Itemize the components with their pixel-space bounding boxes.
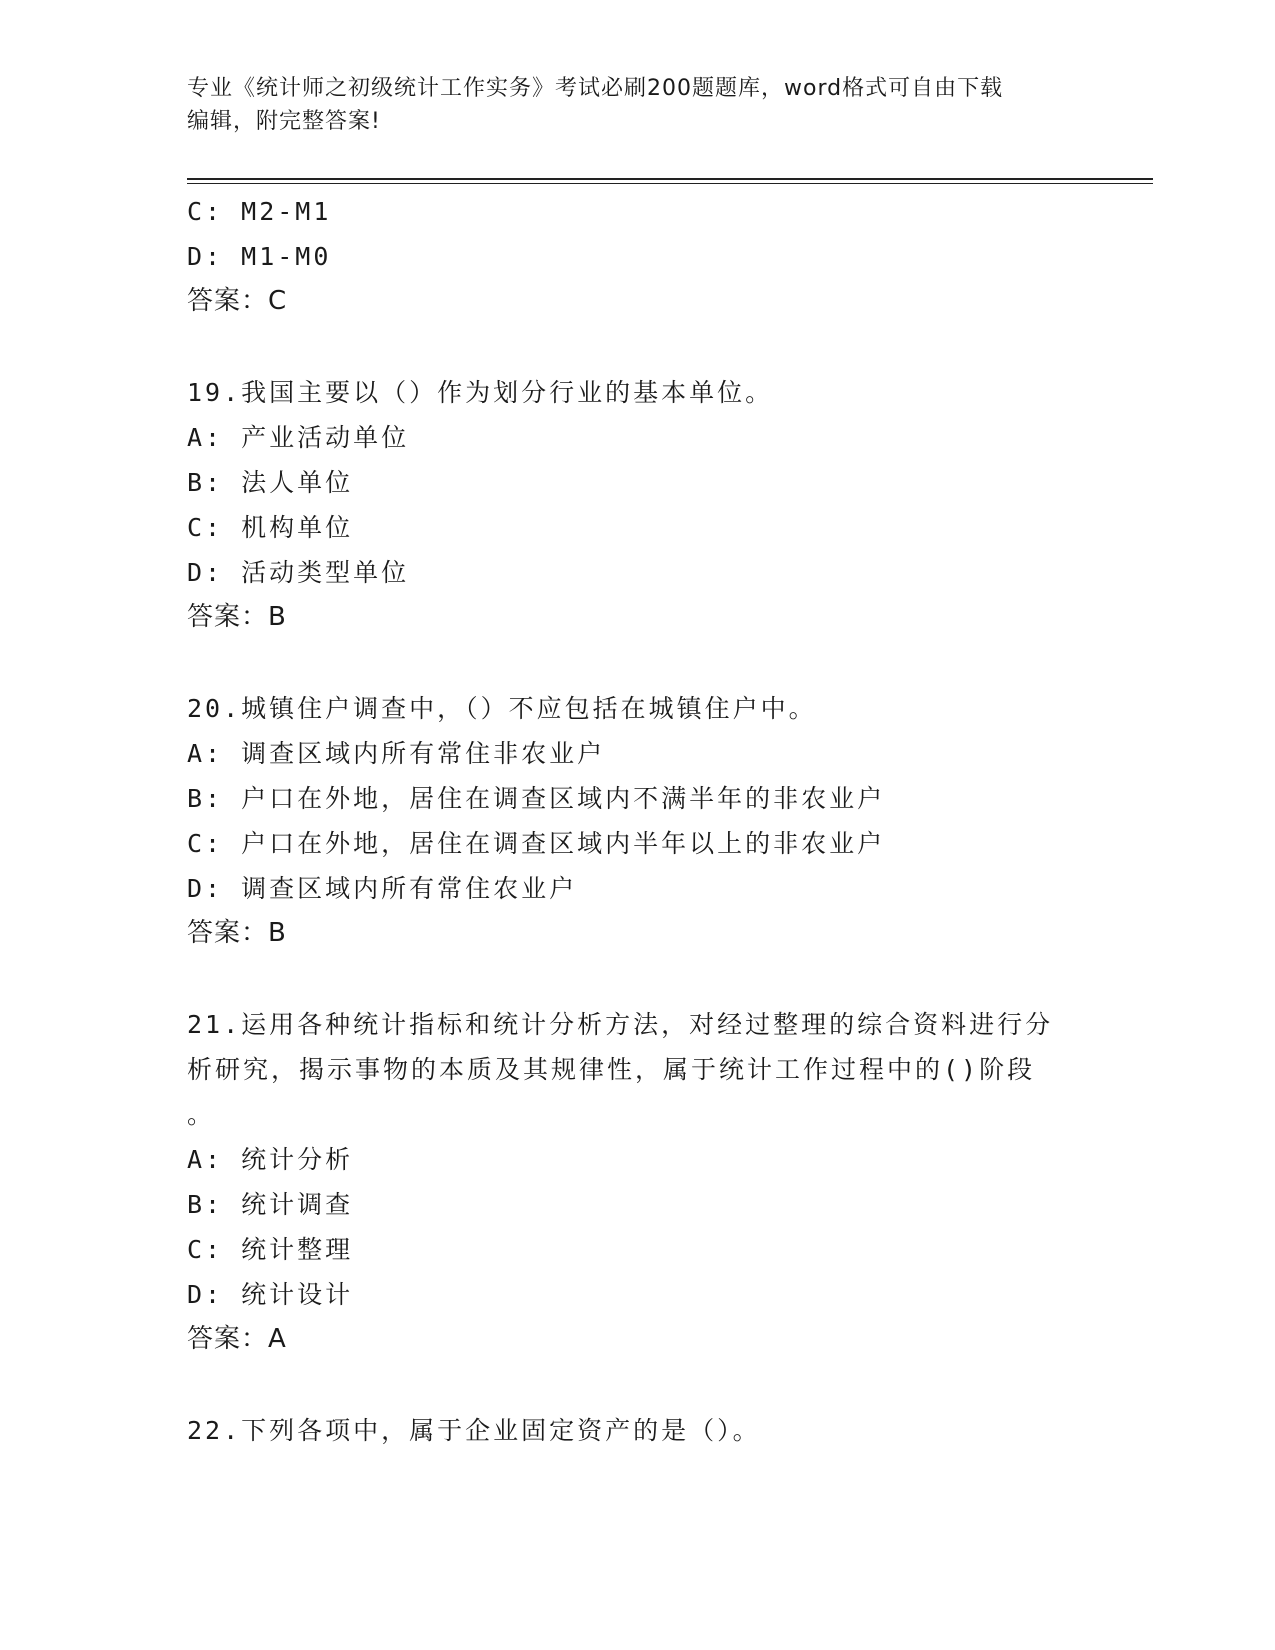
- answer: 答案：B: [187, 602, 287, 632]
- option-b: B: 户口在外地，居住在调查区域内不满半年的非农业户: [187, 784, 886, 813]
- option-c: C: M2-M1: [187, 197, 332, 226]
- option-d: D: 统计设计: [187, 1280, 354, 1309]
- spacer: [187, 324, 1087, 370]
- option-d: D: 活动类型单位: [187, 558, 410, 587]
- question-stem: 22.下列各项中，属于企业固定资产的是（）。: [187, 1416, 761, 1445]
- spacer: [187, 956, 1087, 1002]
- question-stem: 19.我国主要以（）作为划分行业的基本单位。: [187, 378, 774, 407]
- spacer: [187, 640, 1087, 686]
- option-c: C: 统计整理: [187, 1235, 354, 1264]
- option-c: C: 机构单位: [187, 513, 354, 542]
- option-d: D: M1-M0: [187, 242, 332, 271]
- option-a: A: 产业活动单位: [187, 423, 410, 452]
- document-header: [187, 72, 1087, 138]
- option-a: A: 调查区域内所有常住非农业户: [187, 739, 606, 768]
- option-a: A: 统计分析: [187, 1145, 354, 1174]
- header-line-1: 专业《统计师之初级统计工作实务》考试必刷200题题库，word格式可自由下载: [187, 76, 1004, 101]
- option-b: B: 统计调查: [187, 1190, 354, 1219]
- question-stem-line-1: 21.运用各种统计指标和统计分析方法，对经过整理的综合资料进行分: [187, 1010, 1054, 1039]
- question-18: [187, 189, 1087, 324]
- question-19: [187, 370, 1087, 640]
- question-stem: 20.城镇住户调查中，（）不应包括在城镇住户中。: [187, 694, 817, 723]
- header-divider: [187, 178, 1153, 184]
- answer: 答案：B: [187, 918, 287, 948]
- header-line-2: 编辑，附完整答案!: [187, 109, 381, 134]
- option-b: B: 法人单位: [187, 468, 354, 497]
- question-list: [187, 189, 1087, 1453]
- question-21: [187, 1002, 1087, 1362]
- option-c: C: 户口在外地，居住在调查区域内半年以上的非农业户: [187, 829, 886, 858]
- option-d: D: 调查区域内所有常住农业户: [187, 874, 578, 903]
- spacer: [187, 1362, 1087, 1408]
- answer: 答案：A: [187, 1324, 287, 1354]
- question-22: [187, 1408, 1087, 1453]
- answer: 答案：C: [187, 286, 288, 316]
- question-20: [187, 686, 1087, 956]
- question-stem-line-2: 析研究，揭示事物的本质及其规律性，属于统计工作过程中的()阶段: [187, 1055, 1036, 1084]
- question-stem-line-3: 。: [187, 1100, 216, 1129]
